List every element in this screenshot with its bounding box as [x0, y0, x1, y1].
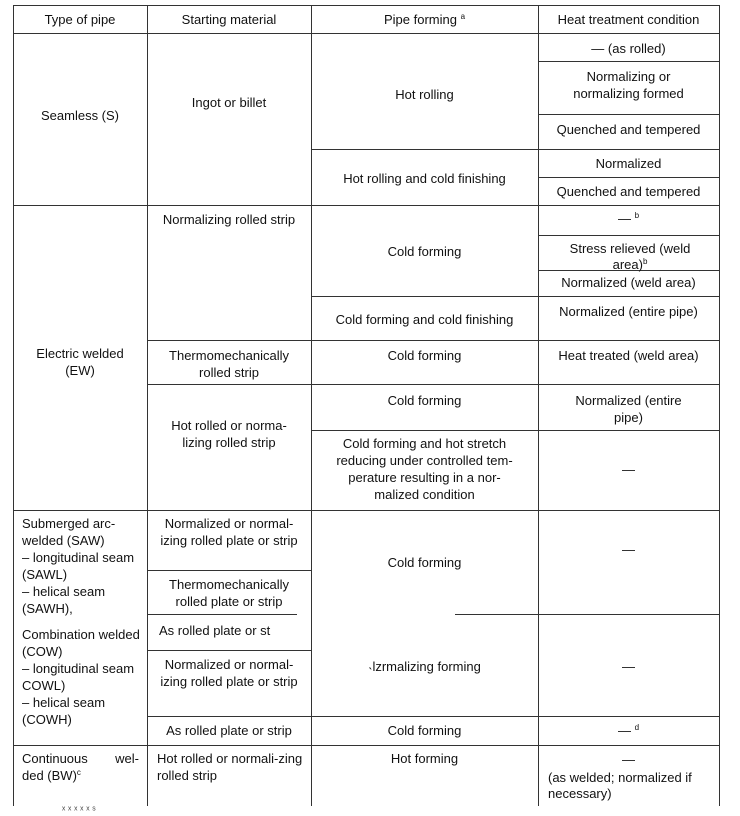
- cow-type-title: Combination welded (COW): [22, 627, 140, 659]
- saw-forming-normalizing: ˴lzrmalizing forming: [368, 659, 481, 674]
- ew-heat-treated-weld: Heat treated (weld area): [558, 348, 699, 363]
- cow-forming-cold: Cold forming: [387, 723, 462, 738]
- rule: [311, 149, 719, 150]
- footnote-b: b: [634, 211, 640, 220]
- seamless-heat-quenched-1: Quenched and tempered: [556, 122, 701, 137]
- cow-heat-dash: [538, 722, 719, 739]
- saw-type-longitudinal: – longitudinal seam (SAWL): [22, 550, 135, 582]
- saw-material-normalized: Normalized or normal-izing rolled plate or strip: [160, 516, 298, 548]
- footer-partial: ˣ ˣ ˣ ˣ ˣ ˢ: [62, 806, 96, 816]
- ew-heat-dash: [538, 210, 719, 227]
- ew-forming-hot-stretch: Cold forming and hot stretch reducing under controlled tem-perature resulting in a nor-malized condition: [336, 436, 513, 502]
- rule-section: [13, 510, 719, 511]
- saw-material-as-rolled: As rolled plate or st: [159, 623, 271, 638]
- rule: [147, 650, 311, 651]
- seamless-heat-normalizing: Normalizing or normalizing formed: [573, 69, 684, 101]
- ew-heat-normalized-pipe: Normalized (entire pipe): [559, 304, 698, 319]
- saw-forming-cold: Cold forming: [387, 555, 462, 570]
- seamless-heat-quenched-2: Quenched and tempered: [556, 184, 701, 199]
- ew-heat-dash-symbol: —: [617, 211, 631, 226]
- seamless-type: Seamless (S): [40, 108, 120, 123]
- saw-heat-dash-1: —: [622, 542, 635, 557]
- footnote-a: a: [460, 12, 466, 21]
- footnote-c: c: [76, 768, 81, 777]
- rule: [538, 235, 719, 236]
- header-pipe-forming: [311, 11, 538, 28]
- header-heat-treatment: Heat treatment condition: [557, 12, 700, 27]
- bw-type-word2: wel-: [115, 751, 139, 766]
- rule-col-1: [147, 5, 148, 806]
- seamless-material: Ingot or billet: [191, 95, 267, 110]
- ew-material-hot-rolled: Hot rolled or norma-lizing rolled strip: [171, 418, 287, 450]
- rule: [147, 570, 311, 571]
- rule: [147, 384, 719, 385]
- ew-heat-normalized-pipe-2: Normalized (entire pipe): [575, 393, 682, 425]
- bw-type-word1: Continuous: [22, 751, 88, 766]
- rule: [311, 296, 719, 297]
- cow-material-as-rolled: As rolled plate or strip: [166, 723, 292, 738]
- rule-top: [13, 5, 719, 6]
- rule-section: [13, 745, 719, 746]
- bw-heat-dash: —: [622, 752, 635, 767]
- rule: [147, 614, 297, 615]
- ew-forming-cold-2: Cold forming: [387, 348, 462, 363]
- rule-section: [13, 205, 719, 206]
- seamless-heat-as-rolled: — (as rolled): [591, 41, 666, 56]
- ew-material-thermomechanical: Thermomechanically rolled strip: [169, 348, 289, 380]
- rule: [147, 340, 719, 341]
- rule: [455, 614, 719, 615]
- ew-heat-dash-2: —: [622, 462, 635, 477]
- bw-heat-text: (as welded; normalized if necessary): [548, 770, 692, 801]
- header-type-of-pipe: Type of pipe: [44, 12, 116, 27]
- cow-type-longitudinal: – longitudinal seam COWL): [22, 661, 135, 693]
- rule: [538, 114, 719, 115]
- rule: [311, 430, 719, 431]
- saw-heat-dash-2: —: [622, 659, 635, 674]
- saw-material-thermomechanical: Thermomechanically rolled plate or strip: [169, 577, 289, 609]
- ew-material-normalizing-strip: Normalizing rolled strip: [162, 212, 296, 227]
- bw-type-line2: ded (BW): [22, 768, 77, 783]
- ew-type: Electric welded (EW): [36, 346, 124, 378]
- ew-heat-stress-relieved: [551, 241, 709, 273]
- bw-type: [22, 750, 139, 784]
- rule: [538, 177, 719, 178]
- rule-col-4: [719, 5, 720, 806]
- footnote-b: b: [642, 257, 648, 266]
- rule: [147, 716, 719, 717]
- saw-type-title: Submerged arc-welded (SAW): [22, 516, 116, 548]
- ew-forming-cold-1: Cold forming: [387, 244, 462, 259]
- ew-forming-cold-finishing: Cold forming and cold finishing: [335, 312, 514, 327]
- seamless-forming-hot-cold-finishing: Hot rolling and cold finishing: [343, 171, 506, 186]
- seamless-forming-hot-rolling: Hot rolling: [395, 87, 454, 102]
- ew-heat-stress-relieved-label: Stress relieved (weld area): [569, 241, 691, 272]
- footnote-d: d: [634, 723, 640, 732]
- rule: [538, 61, 719, 62]
- ew-forming-cold-3: Cold forming: [387, 393, 462, 408]
- saw-type-helical: – helical seam (SAWH),: [22, 584, 106, 616]
- cow-type-helical: – helical seam (COWH): [22, 695, 106, 727]
- ew-heat-normalized-weld: Normalized (weld area): [561, 275, 696, 290]
- rule-col-0: [13, 5, 14, 806]
- header-pipe-forming-label: Pipe forming: [383, 12, 457, 27]
- rule-header: [13, 33, 719, 34]
- seamless-heat-normalized: Normalized: [595, 156, 662, 171]
- header-starting-material: Starting material: [181, 12, 277, 27]
- bw-forming: Hot forming: [390, 751, 459, 766]
- cow-material-normalized: Normalized or normal-izing rolled plate or strip: [160, 657, 298, 689]
- cow-heat-dash-symbol: —: [617, 723, 631, 738]
- bw-material: Hot rolled or normali-zing rolled strip: [157, 751, 303, 783]
